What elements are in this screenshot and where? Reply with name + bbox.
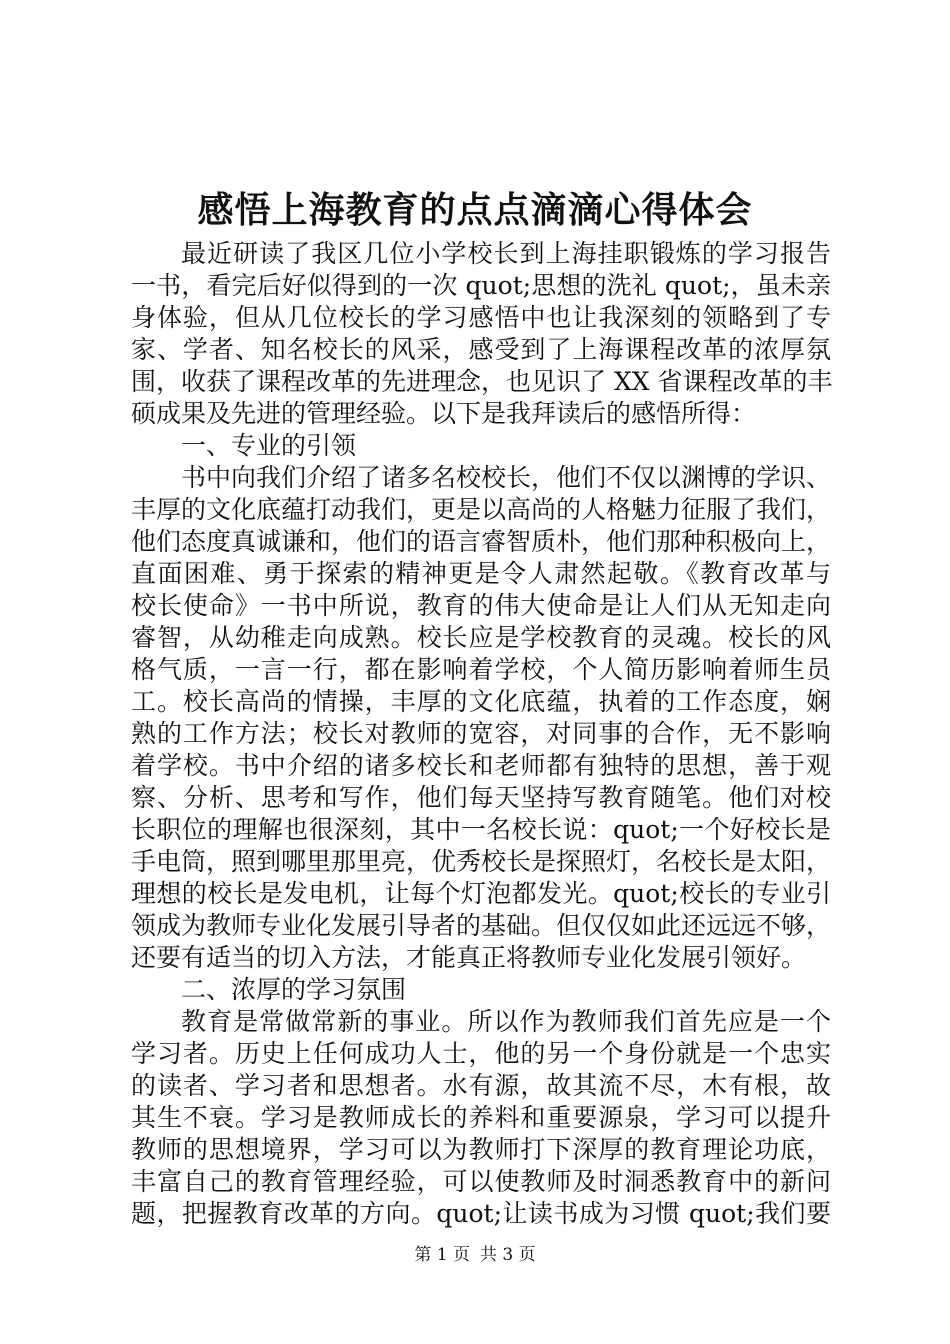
page-total: 共 3 页 <box>480 1245 536 1265</box>
text-line: 睿智，从幼稚走向成熟。校长应是学校教育的灵魂。校长的风 <box>131 623 831 652</box>
text-line: 题，把握教育改革的方向。quot;让读书成为习惯 quot;我们要 <box>131 1199 831 1228</box>
text-line: 家、学者、知名校长的风采，感受到了上海课程改革的浓厚氛 <box>131 335 831 364</box>
text-line: 校长使命》一书中所说，教育的伟大使命是让人们从无知走向 <box>131 591 831 620</box>
text-line: 直面困难、勇于探索的精神更是令人肃然起敬。《教育改革与 <box>131 559 831 588</box>
text-line: 察、分析、思考和写作，他们每天坚持写教育随笔。他们对校 <box>131 783 831 812</box>
page-title: 感悟上海教育的点点滴滴心得体会 <box>197 189 753 231</box>
text-line: 丰厚的文化底蕴打动我们，更是以高尚的人格魅力征服了我们， <box>131 495 832 524</box>
text-line: 教育是常做常新的事业。所以作为教师我们首先应是一个 <box>181 1007 831 1036</box>
text-line: 理想的校长是发电机，让每个灯泡都发光。quot;校长的专业引 <box>131 879 831 908</box>
text-line: 他们态度真诚谦和，他们的语言睿智质朴，他们那种积极向上， <box>131 527 832 556</box>
text-line: 围，收获了课程改革的先进理念，也见识了 XX 省课程改革的丰 <box>131 367 833 396</box>
page-footer <box>0 1243 950 1267</box>
text-line: 一、专业的引领 <box>181 431 357 460</box>
text-line: 工。校长高尚的情操，丰厚的文化底蕴，执着的工作态度，娴 <box>131 687 831 716</box>
text-line: 还要有适当的切入方法，才能真正将教师专业化发展引领好。 <box>131 943 807 972</box>
text-line: 手电筒，照到哪里那里亮，优秀校长是探照灯，名校长是太阳， <box>131 847 832 876</box>
text-line: 领成为教师专业化发展引导者的基础。但仅仅如此还远远不够， <box>131 911 832 940</box>
text-line: 其生不衰。学习是教师成长的养料和重要源泉，学习可以提升 <box>131 1103 831 1132</box>
text-line: 身体验，但从几位校长的学习感悟中也让我深刻的领略到了专 <box>131 303 831 332</box>
text-line: 书中向我们介绍了诸多名校校长，他们不仅以渊博的学识、 <box>181 463 832 492</box>
text-line: 丰富自己的教育管理经验，可以使教师及时洞悉教育中的新问 <box>131 1167 831 1196</box>
text-line: 硕成果及先进的管理经验。以下是我拜读后的感悟所得： <box>131 399 757 428</box>
text-line: 着学校。书中介绍的诸多校长和老师都有独特的思想，善于观 <box>131 751 831 780</box>
text-line: 教师的思想境界，学习可以为教师打下深厚的教育理论功底， <box>131 1135 831 1164</box>
document-body <box>131 238 831 1230</box>
text-line: 格气质，一言一行，都在影响着学校，个人简历影响着师生员 <box>131 655 831 684</box>
text-line: 熟的工作方法；校长对教师的宽容，对同事的合作，无不影响 <box>131 719 831 748</box>
text-line: 二、浓厚的学习氛围 <box>181 975 407 1004</box>
page-number: 第 1 页 <box>414 1245 470 1265</box>
text-line: 长职位的理解也很深刻，其中一名校长说：quot;一个好校长是 <box>131 815 831 844</box>
text-line: 一书，看完后好似得到的一次 quot;思想的洗礼 quot;，虽未亲 <box>131 271 831 300</box>
text-line: 学习者。历史上任何成功人士，他的另一个身份就是一个忠实 <box>131 1039 831 1068</box>
text-line: 最近研读了我区几位小学校长到上海挂职锻炼的学习报告 <box>181 239 831 268</box>
text-line: 的读者、学习者和思想者。水有源，故其流不尽，木有根，故 <box>131 1071 831 1100</box>
